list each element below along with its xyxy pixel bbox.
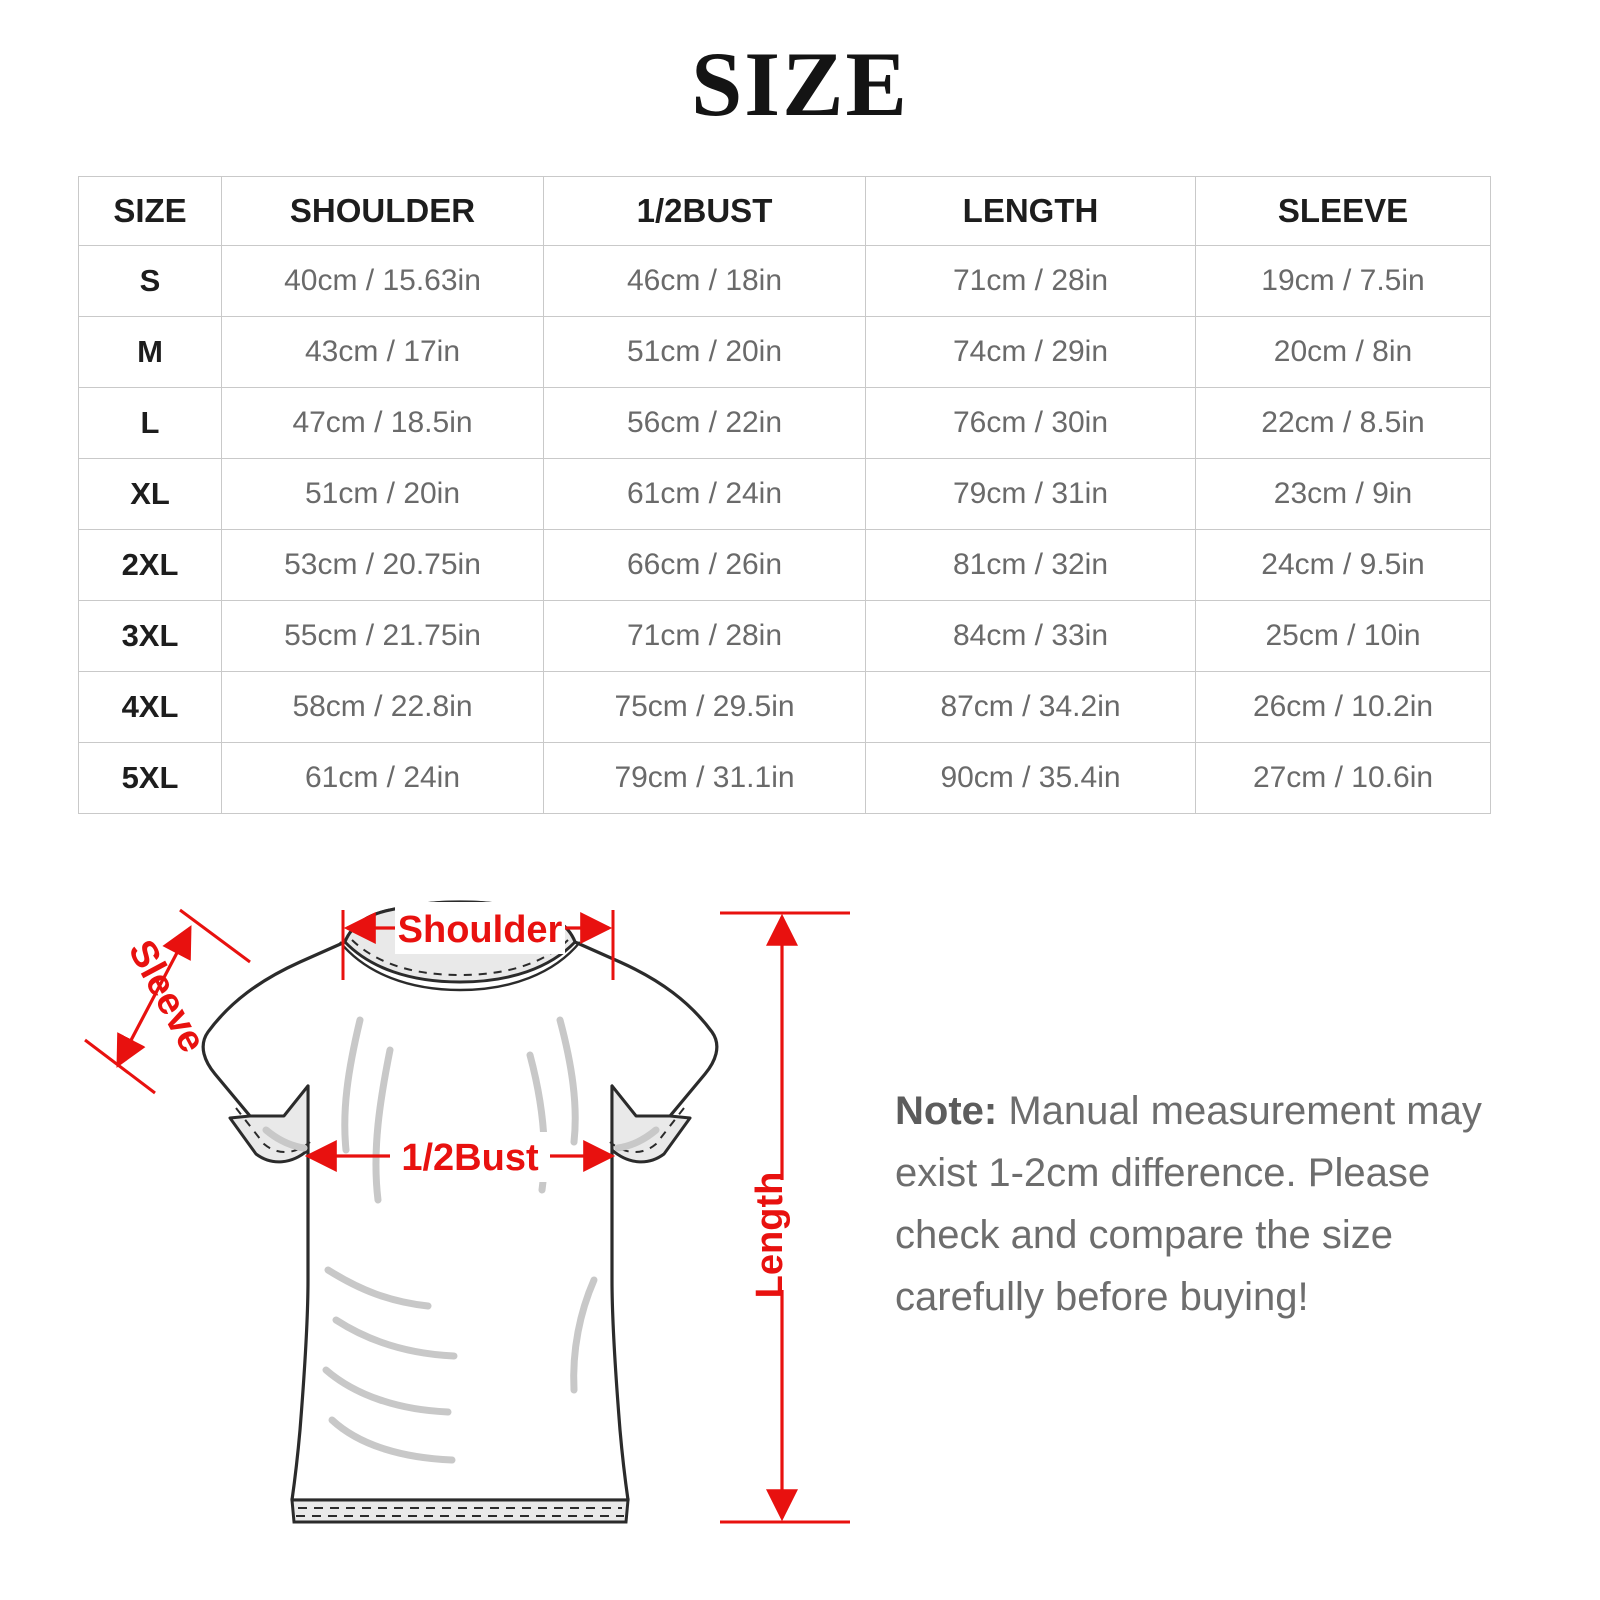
cell-shoulder: 47cm / 18.5in (222, 388, 544, 459)
cell-length: 84cm / 33in (866, 601, 1196, 672)
cell-sleeve: 24cm / 9.5in (1196, 530, 1491, 601)
cell-shoulder: 58cm / 22.8in (222, 672, 544, 743)
cell-bust: 79cm / 31.1in (544, 743, 866, 814)
table-row (79, 530, 1491, 601)
cell-shoulder: 43cm / 17in (222, 317, 544, 388)
cell-length: 87cm / 34.2in (866, 672, 1196, 743)
cell-size: 4XL (79, 672, 222, 743)
cell-bust: 51cm / 20in (544, 317, 866, 388)
page-title: SIZE (691, 33, 909, 135)
sleeve-label: Sleeve (119, 933, 214, 1060)
cell-bust: 71cm / 28in (544, 601, 866, 672)
cell-length: 74cm / 29in (866, 317, 1196, 388)
cell-size: S (79, 246, 222, 317)
length-label: Length (749, 1171, 791, 1299)
cell-sleeve: 26cm / 10.2in (1196, 672, 1491, 743)
bust-label: 1/2Bust (401, 1137, 539, 1179)
size-chart-table (78, 176, 1491, 814)
table-row (79, 459, 1491, 530)
cell-length: 90cm / 35.4in (866, 743, 1196, 814)
tshirt-illustration (203, 902, 717, 1522)
tshirt-measurement-diagram (60, 850, 860, 1550)
table-header-row (79, 177, 1491, 246)
cell-sleeve: 23cm / 9in (1196, 459, 1491, 530)
column-header-sleeve: SLEEVE (1196, 177, 1491, 246)
cell-sleeve: 27cm / 10.6in (1196, 743, 1491, 814)
cell-size: 2XL (79, 530, 222, 601)
cell-length: 76cm / 30in (866, 388, 1196, 459)
cell-size: 5XL (79, 743, 222, 814)
cell-sleeve: 20cm / 8in (1196, 317, 1491, 388)
column-header-length: LENGTH (866, 177, 1196, 246)
cell-shoulder: 51cm / 20in (222, 459, 544, 530)
cell-size: 3XL (79, 601, 222, 672)
cell-bust: 61cm / 24in (544, 459, 866, 530)
cell-length: 79cm / 31in (866, 459, 1196, 530)
cell-bust: 46cm / 18in (544, 246, 866, 317)
cell-bust: 56cm / 22in (544, 388, 866, 459)
column-header-size: SIZE (79, 177, 222, 246)
cell-size: XL (79, 459, 222, 530)
table-row (79, 388, 1491, 459)
cell-shoulder: 55cm / 21.75in (222, 601, 544, 672)
note-text: Manual measurement may exist 1-2cm difference. Please check and compare the size carefully before buying! (895, 1089, 1482, 1319)
note-label: Note: (895, 1089, 998, 1133)
table-row (79, 672, 1491, 743)
table-row (79, 601, 1491, 672)
cell-length: 81cm / 32in (866, 530, 1196, 601)
table-row (79, 317, 1491, 388)
cell-bust: 66cm / 26in (544, 530, 866, 601)
length-dimension (720, 913, 850, 1522)
cell-bust: 75cm / 29.5in (544, 672, 866, 743)
table-row (79, 246, 1491, 317)
cell-shoulder: 61cm / 24in (222, 743, 544, 814)
cell-shoulder: 40cm / 15.63in (222, 246, 544, 317)
measurement-note (895, 1080, 1535, 1328)
column-header-shoulder: SHOULDER (222, 177, 544, 246)
cell-sleeve: 19cm / 7.5in (1196, 246, 1491, 317)
column-header-bust: 1/2BUST (544, 177, 866, 246)
cell-size: L (79, 388, 222, 459)
cell-sleeve: 25cm / 10in (1196, 601, 1491, 672)
cell-shoulder: 53cm / 20.75in (222, 530, 544, 601)
table-row (79, 743, 1491, 814)
cell-length: 71cm / 28in (866, 246, 1196, 317)
cell-size: M (79, 317, 222, 388)
cell-sleeve: 22cm / 8.5in (1196, 388, 1491, 459)
shoulder-label: Shoulder (397, 909, 563, 951)
